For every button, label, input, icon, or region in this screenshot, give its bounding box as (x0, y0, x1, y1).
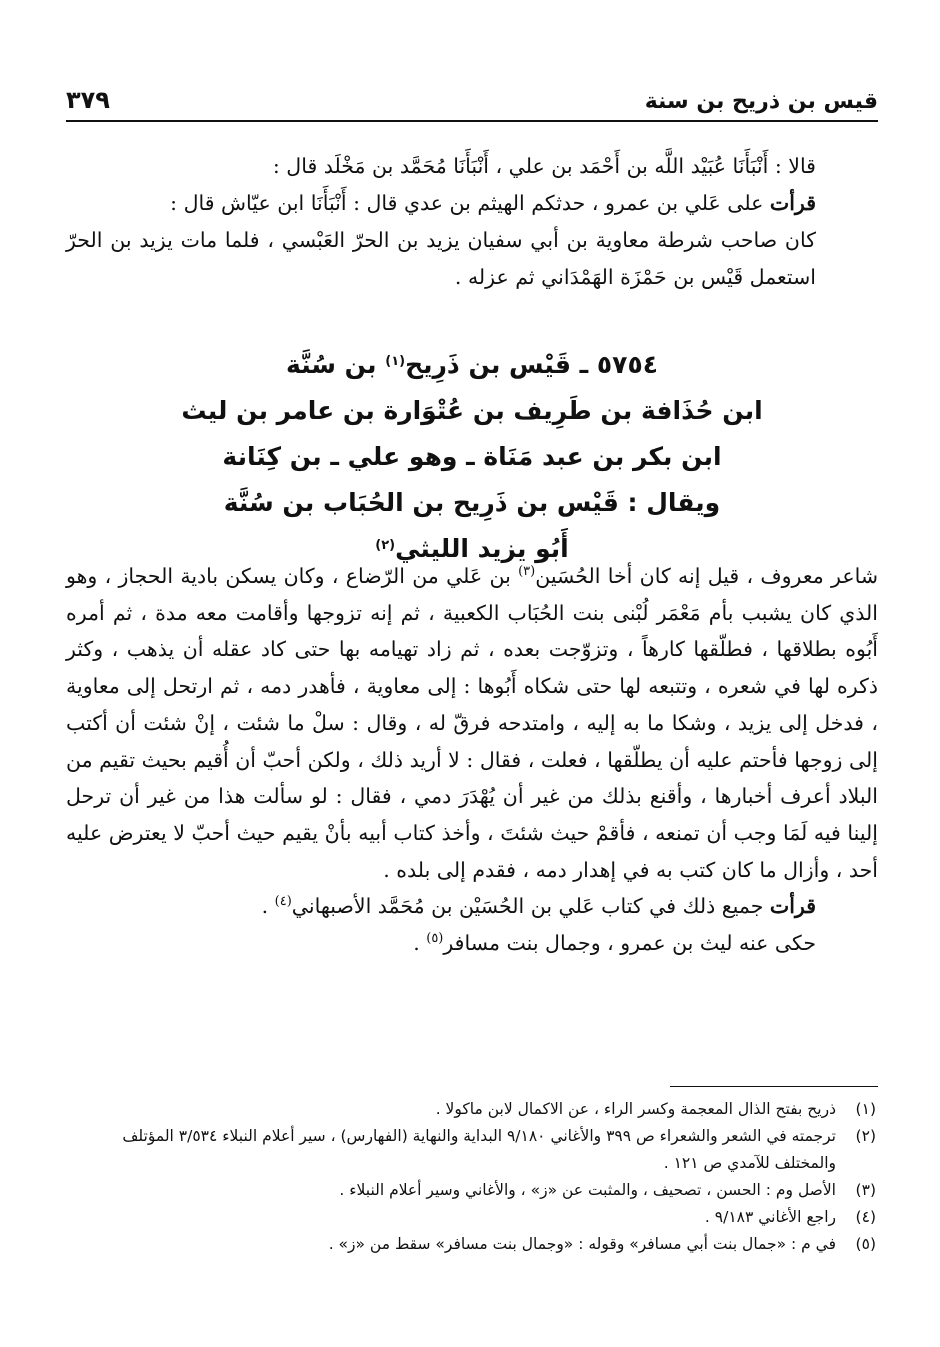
text-span: . (261, 894, 275, 919)
entry-heading-line: ابن بكر بن عبد مَنَاة ـ وهو علي ـ بن كِنَانة (222, 442, 722, 471)
biography-text (66, 558, 878, 962)
footnote (66, 1096, 878, 1123)
footnote-text: راجع الأغاني ٩/١٨٣ . (704, 1208, 836, 1226)
preceding-entry-text (66, 148, 878, 296)
text-paragraph (66, 925, 878, 962)
entry-heading-line: ابن حُذَافة بن طَرِيف بن عُتْوَارة بن عامر بن ليث (181, 396, 763, 425)
entry-kunya: أَبُو يزيد الليثي (395, 534, 569, 563)
footnote-number: (١) (855, 1100, 876, 1118)
entry-heading-line (66, 342, 878, 388)
footnote (66, 1123, 878, 1177)
text-span: حكى عنه ليث بن عمرو ، وجمال بنت مسافر (443, 931, 816, 956)
running-header (66, 80, 878, 122)
footnote (66, 1204, 878, 1231)
footnotes (66, 1096, 878, 1258)
keyword-qarat: قرأت (769, 894, 816, 919)
footnote-text: الأصل وم : الحسن ، تصحيف ، والمثبت عن «ز» ، والأغاني وسير أعلام النبلاء . (339, 1181, 836, 1199)
text-span: . (413, 931, 427, 956)
text-span: بن عَلي من الرّضاع ، وكان يسكن بادية الحجاز ، وهو الذي كان يشبب بأم مَعْمَر لُبْنى بنت الحُبَاب الكعبية ، ثم إنه تزوجها وأقامت معه مدة ، ثم أمره أَبُوه بطلاقها ، فطلّقها كارهاً ، وتزوّجت بعده ، ثم زاد تهيامه بها حتى كاد عقله أن يذهب ، وكثر ذكره لها في شعره ، وتتبعه لها حتى شكاه أَبُوها : إلى معاوية ، فأهدر دمه ، ثم ارتحل إلى معاوية ، فدخل إلى يزيد ، وشكا ما به إليه ، وامتدحه فرقّ له ، وقال : سلْ ما شئت ، إنْ شئت أن أكتب إلى زوجها فأحتم عليه أن يطلّقها ، فعلت ، فقال : لا أريد ذلك ، ولكن أحبّ أن أُقيم بحيث تقيم من البلاد أعرف أخبارها ، وأقنع بذلك من غير أن يُهْدَرَ دمي ، فقال : لو سألت هذا من غير أن ترحل إلينا فيه لَمَا وجب أن تمنعه ، فأقمْ حيث شئتَ ، وأخذ كتاب أبيه بأنْ يقيم حيث أحبّ لا يعترض عليه أحد ، وأزال ما كان كتب به في إهدار دمه ، فقدم إلى بلده . (66, 564, 878, 882)
text-line: قالا : أَنْبَأَنَا عُبَيْد اللَّه بن أَحْمَد بن علي ، أَنْبَأَنَا مُحَمَّد بن مَخْلَد قال : (272, 154, 816, 178)
footnote-ref: (٢) (375, 538, 396, 553)
entry-title: ٥٧٥٤ ـ قَيْس بن ذَرِيح (405, 350, 658, 379)
entry-heading-line: ويقال : قَيْس بن ذَرِيح بن الحُبَاب بن سُنَّة (223, 488, 721, 517)
footnote-ref: (٤) (274, 894, 292, 910)
running-title: قيس بن ذريح بن سنة (644, 89, 878, 114)
footnote-divider (670, 1086, 878, 1087)
text-span: على عَلي بن عمرو ، حدثكم الهيثم بن عدي قال : أَنْبَأَنَا ابن عيّاش قال : (170, 191, 770, 215)
text-line (66, 185, 878, 222)
footnote-ref: (١) (385, 354, 406, 369)
text-paragraph (66, 558, 878, 888)
footnote-number: (٥) (855, 1235, 876, 1253)
text-span: شاعر معروف ، قيل إنه كان أخا الحُسَين (535, 564, 878, 588)
page-number: ٣٧٩ (66, 86, 110, 114)
footnote-ref: (٣) (518, 564, 536, 579)
footnote-text: ترجمته في الشعر والشعراء ص ٣٩٩ والأغاني ٩/١٨٠ البداية والنهاية (الفهارس) ، سير أعلام النبلاء ٣/٥٣٤ المؤتلف والمختلف للآمدي ص ١٢١ . (122, 1127, 836, 1172)
footnote (66, 1231, 878, 1258)
text-paragraph (66, 888, 878, 925)
keyword-qarat: قرأت (769, 191, 816, 215)
footnote-ref: (٥) (426, 931, 444, 947)
footnote-number: (٢) (855, 1127, 876, 1145)
footnote (66, 1177, 878, 1204)
footnote-text: ذريح بفتح الذال المعجمة وكسر الراء ، عن الاكمال لابن ماكولا . (435, 1100, 836, 1118)
entry-heading (66, 342, 878, 572)
text-paragraph: كان صاحب شرطة معاوية بن أبي سفيان يزيد بن الحرّ العَبْسي ، فلما مات يزيد بن الحرّ استعمل قَيْس بن حَمْزَة الهَمْدَاني ثم عزله . (66, 228, 816, 289)
entry-title-rest: بن سُنَّة (286, 350, 386, 379)
footnote-number: (٤) (855, 1208, 876, 1226)
footnote-number: (٣) (855, 1181, 876, 1199)
text-span: جميع ذلك في كتاب عَلي بن الحُسَيْن بن مُحَمَّد الأصبهاني (291, 894, 770, 919)
footnote-text: في م : «جمال بنت أبي مسافر» وقوله : «وجمال بنت مسافر» سقط من «ز» . (328, 1235, 836, 1253)
